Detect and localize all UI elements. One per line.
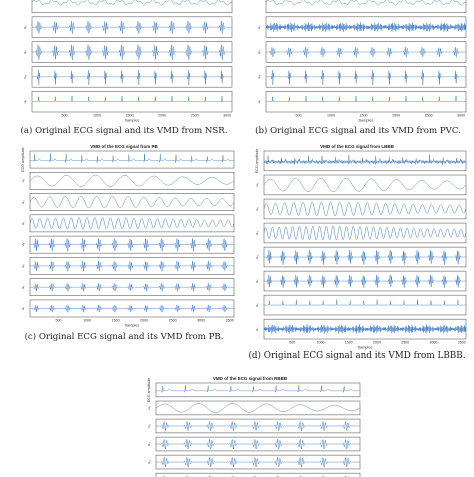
x-tick-label: 2500 [190,113,199,118]
x-tick-label: 500 [61,113,68,118]
caption-a: (a) Original ECG signal and its VMD from NSR. [20,126,228,136]
x-axis-label: Samples [124,118,140,123]
series-line [30,261,234,271]
x-tick-label: 500 [55,318,62,323]
y-axis-label: u₃ [255,231,259,235]
y-axis-label: u₇ [255,327,259,331]
series-line [264,178,466,192]
x-tick-label: 3500 [457,340,466,345]
series-line [156,385,360,392]
y-axis-label: u₄ [21,242,25,247]
series-line [32,45,232,60]
caption-c: (c) Original ECG signal and its VMD from PB. [24,332,224,342]
x-tick-label: 1000 [83,318,92,323]
x-tick-label: 3000 [429,340,438,345]
subplot-frame [32,0,232,13]
y-axis-label: u₁ [147,406,151,410]
chart-title-e: VMD of the ECG signal from RBBB [212,376,288,381]
chart-d [242,149,472,351]
x-tick-label: 3000 [223,113,232,118]
series-line [266,0,466,5]
y-axis-label: u₁ [21,179,25,183]
chart-b [244,0,472,124]
series-line [264,226,466,240]
y-axis-label: u₁ [255,183,259,187]
x-tick-label: 1000 [316,340,325,345]
series-line [264,155,466,165]
x-tick-label: 1000 [327,113,336,118]
y-axis-label: u₄ [147,460,151,464]
chart-title-c: VMD of the ECG signal from PB [90,144,158,149]
series-line [266,70,466,85]
y-axis-label: u₂ [255,207,259,211]
x-axis-label: Samples [124,323,140,328]
caption-d: (d) Original ECG signal and its VMD from LBBB. [248,351,466,361]
y-axis-label: u₆ [21,285,25,289]
series-line [266,96,466,102]
series-line [156,457,360,467]
y-axis-label: u₂ [147,424,151,428]
series-line [156,403,360,412]
x-tick-label: 1000 [93,113,102,118]
subfigure-b [244,0,472,140]
y-axis-label: ECG amplitude [21,147,25,172]
series-line [30,196,234,208]
y-axis-label: u₄ [23,75,27,79]
y-axis-label: u₃ [147,442,151,446]
x-tick-label: 3000 [457,113,466,118]
y-axis-label: u₅ [23,99,27,104]
subplot-frame [266,0,466,13]
series-line [264,325,466,334]
subfigure-c [8,144,240,348]
x-tick-label: 2000 [158,113,167,118]
x-tick-label: 3500 [225,318,234,323]
y-axis-label: u₅ [255,279,259,283]
series-line [264,202,466,216]
subfigure-d [242,144,472,374]
series-line [30,218,234,230]
y-axis-label: u₄ [257,75,261,79]
series-line [156,422,360,431]
x-tick-label: 2500 [424,113,433,118]
y-axis-label: u₃ [21,221,25,226]
x-tick-label: 3000 [197,318,206,323]
y-axis-label: ECG amplitude [147,377,151,403]
y-axis-label: ECG amplitude [255,148,259,174]
series-line [264,300,466,305]
x-tick-label: 500 [295,113,302,118]
series-line [266,47,466,57]
y-axis-label: u₂ [21,200,25,204]
series-line [32,0,232,5]
x-tick-label: 2000 [140,318,149,323]
series-line [266,22,466,31]
series-line [30,154,234,163]
x-tick-label: 1500 [359,113,368,118]
y-axis-label: u₂ [257,25,261,29]
chart-title-d: VMD of the ECG signal from LBBB [320,144,394,149]
y-axis-label: u₃ [23,50,27,54]
chart-c [8,149,240,329]
subplot-frame [30,151,234,168]
subfigure-a [10,0,238,140]
x-axis-label: Samples [358,118,374,123]
series-line [264,275,466,288]
series-line [32,70,232,85]
x-tick-label: 2500 [401,340,410,345]
x-tick-label: 1500 [125,113,134,118]
series-line [30,175,234,187]
y-axis-label: u₄ [255,255,259,259]
chart-a [10,0,238,124]
y-axis-label: u₃ [257,50,261,54]
y-axis-label: u₇ [21,306,25,311]
caption-b: (b) Original ECG signal and its VMD from PVC. [255,126,461,136]
series-line [32,96,232,102]
series-line [30,238,234,251]
y-axis-label: u₂ [23,25,27,29]
y-axis-label: u₅ [257,99,261,104]
subfigure-e [134,376,366,474]
series-line [156,439,360,449]
x-tick-label: 2000 [392,113,401,118]
y-axis-label: u₆ [255,303,259,307]
x-tick-label: 2500 [168,318,177,323]
x-tick-label: 500 [289,340,296,345]
y-axis-label: u₅ [21,264,25,268]
series-line [264,250,466,265]
x-tick-label: 1500 [344,340,353,345]
x-tick-label: 2000 [373,340,382,345]
series-line [30,305,234,312]
x-axis-label: Samples [357,345,373,350]
series-line [32,21,232,33]
series-line [30,283,234,291]
x-tick-label: 1500 [111,318,120,323]
